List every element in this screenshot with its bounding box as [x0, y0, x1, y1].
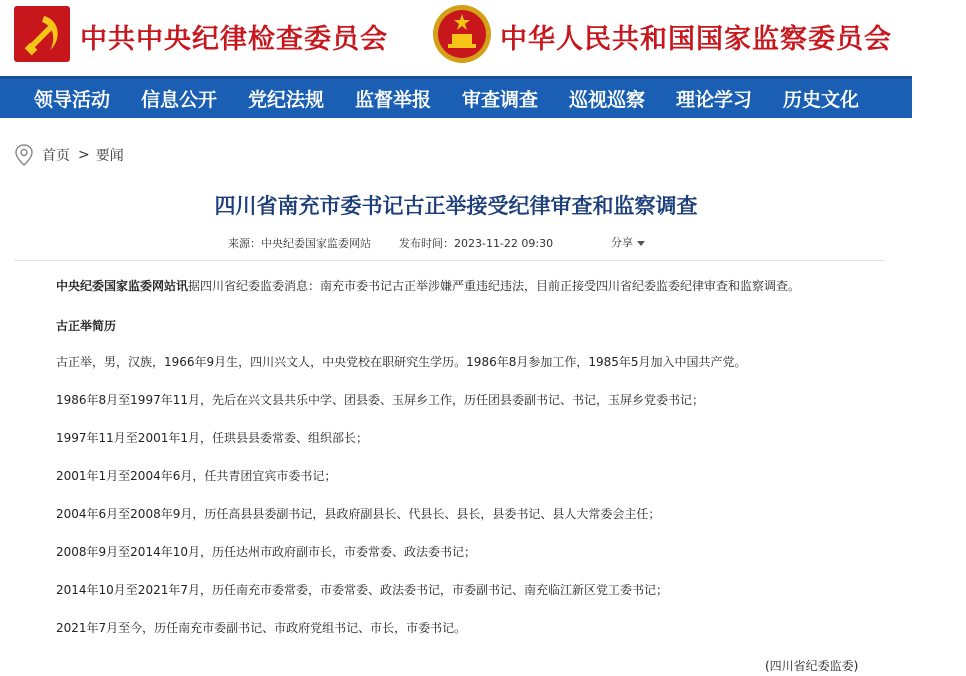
site-header [0, 0, 912, 76]
nav-item-report[interactable]: 监督举报 [355, 89, 432, 111]
party-emblem-icon [14, 6, 70, 62]
article-paragraph: 2021年7月至今，历任南充市委副书记、市政府党组书记、市长，市委书记。 [56, 621, 467, 635]
national-emblem-icon [432, 4, 492, 64]
main-nav [0, 76, 912, 118]
share-label: 分享 [611, 236, 633, 249]
nsc-title: 中华人民共和国国家监察委员会 [500, 24, 892, 55]
article-paragraph: 古正举，男，汉族，1966年9月生，四川兴文人，中央党校在职研究生学历。1986年8月参加工作，1985年5月加入中国共产党。 [56, 355, 747, 369]
article-paragraph: 2008年9月至2014年10月，历任达州市政府副市长，市委常委、政法委书记； [56, 545, 476, 559]
article-paragraph: 2004年6月至2008年9月，历任高县县委副书记，县政府副县长、代县长、县长，县委书记、县人大常委会主任； [56, 507, 661, 521]
nav-item-leadership[interactable]: 领导活动 [34, 89, 111, 111]
breadcrumb-separator: > [78, 147, 90, 163]
nav-item-info-disclosure[interactable]: 信息公开 [141, 89, 218, 111]
lead-bold: 中央纪委国家监委网站讯 [56, 279, 189, 293]
nav-item-inspection[interactable]: 巡视巡察 [569, 89, 646, 111]
lead-text: 据四川省纪委监委消息：南充市委书记古正举涉嫌严重违纪违法，目前正接受四川省纪委监委纪律审查和监察调查。 [188, 279, 801, 293]
article-source: 来源：中央纪委国家监委网站 [228, 237, 371, 250]
nav-item-regulations[interactable]: 党纪法规 [248, 89, 325, 111]
breadcrumb [14, 144, 124, 166]
article-paragraph: 1986年8月至1997年11月，先后在兴文县共乐中学、团县委、玉屏乡工作，历任团县委副书记、书记，玉屏乡党委书记； [56, 393, 704, 407]
article-paragraph: 2014年10月至2021年7月，历任南充市委常委，市委常委、政法委书记，市委副书记、南充临江新区党工委书记； [56, 583, 668, 597]
location-pin-icon [14, 144, 34, 166]
section-title: 古正举简历 [56, 319, 117, 333]
nav-item-theory[interactable]: 理论学习 [676, 89, 753, 111]
cpc-ccdi-title: 中共中央纪律检查委员会 [80, 24, 388, 55]
nav-item-history[interactable]: 历史文化 [783, 89, 860, 111]
breadcrumb-home-link[interactable]: 首页 [42, 148, 70, 164]
divider [14, 260, 884, 261]
lead-paragraph [56, 277, 800, 294]
article-paragraph: 1997年11月至2001年1月，任珙县县委常委、组织部长； [56, 431, 368, 445]
article-title: 四川省南充市委书记古正举接受纪律审查和监察调查 [214, 194, 698, 218]
article-time: 发布时间：2023-11-22 09:30 [399, 237, 554, 250]
breadcrumb-current[interactable]: 要闻 [95, 148, 124, 164]
chevron-down-icon [637, 241, 645, 246]
article-paragraph: 2001年1月至2004年6月，任共青团宜宾市委书记； [56, 469, 337, 483]
footer-source: (四川省纪委监委) [765, 659, 859, 673]
nav-item-investigation[interactable]: 审查调查 [462, 89, 539, 111]
share-button[interactable] [611, 234, 645, 250]
